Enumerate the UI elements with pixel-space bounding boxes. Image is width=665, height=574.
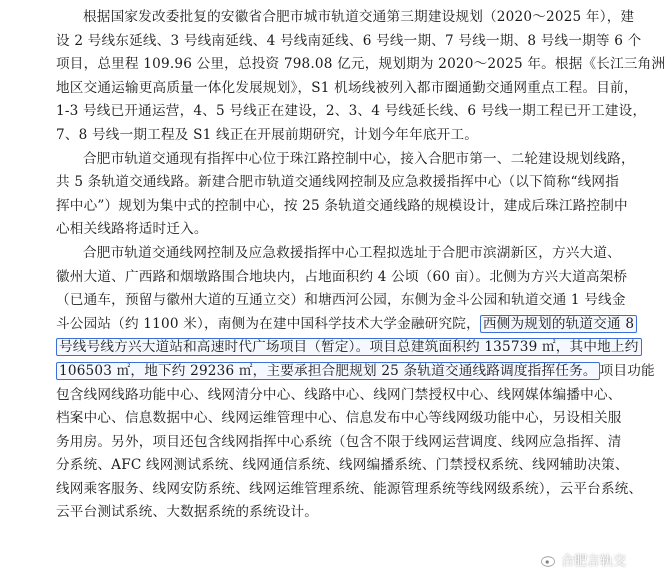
- text-line: 云平台测试系统、大数据系统的系统设计。: [56, 504, 319, 521]
- document-body: [56, 6, 665, 525]
- watermark: [541, 550, 626, 569]
- text-line: 合肥市轨道交通线网控制及应急救援指挥中心工程拟选址于合肥市滨湖新区，方兴大道、: [83, 244, 621, 261]
- text-line: （已通车，预留与徽州大道的互通立交）和塘西河公园，东侧为金斗公园和轨道交通 1 号线金: [56, 292, 626, 309]
- text-line: 1-3 号线已开通运营，4、5 号线正在建设，2、3、4 号线延长线、6 号线一期工程已开工建设，: [56, 103, 647, 120]
- weibo-icon: [541, 553, 557, 567]
- text-line: 务用房。另外，项目还包含线网指挥中心系统（包含不限于线网运营调度、线网应急指挥、清: [56, 433, 622, 450]
- text-line: 项目，总里程 109.96 公里，总投资 798.08 亿元，规划期为 2020～2025 年。根据《长江三角洲: [56, 56, 665, 73]
- highlighted-text: 西侧为规划的轨道交通 8: [480, 315, 637, 333]
- text-line: 根据国家发改委批复的安徽省合肥市城市轨道交通第三期建设规划（2020～2025 年），建: [83, 9, 635, 25]
- text-line: 线网乘客服务、线网安防系统、线网运维管理系统、能源管理系统等线网级系统），云平台系统、: [56, 480, 643, 497]
- highlighted-text: 106503 ㎡，地下约 29236 ㎡，主要承担合肥规划 25 条轨道交通线路调度指挥任务。: [56, 362, 600, 380]
- text-line: [56, 360, 655, 384]
- text-segment: 斗公园站（约 1100 米），南侧为在建中国科学技术大学金融研究院，: [56, 315, 480, 332]
- text-line: [56, 336, 639, 360]
- text-line: 7、8 号线一期工程及 S1 线正在开展前期研究，计划今年年底开工。: [56, 126, 479, 143]
- text-line: 挥中心”）规划为集中式的控制中心，按 25 条轨道交通线路的规模设计，建成后珠江路控制中: [56, 197, 628, 214]
- text-line: 共 5 条轨道交通线路。新建合肥市轨道交通线网控制及应急救援指挥中心（以下简称“线网指: [56, 174, 619, 191]
- text-line: [56, 313, 635, 337]
- text-line: 徽州大道、广西路和烟墩路围合地块内，占地面积约 4 公顷（60 亩）。北侧为方兴大道高架桥: [56, 268, 628, 285]
- text-line: 分系统、AFC 线网测试系统、线网通信系统、线网编播系统、门禁授权系统、线网辅助决策、: [56, 457, 629, 474]
- text-line: 包含线网线路功能中心、线网清分中心、线路中心、线网门禁授权中心、线网媒体编播中心、: [56, 386, 622, 403]
- text-segment: 项目功能: [599, 362, 655, 379]
- highlighted-text: 号线号线方兴大道站和高速时代广场项目（暂定）。项目总建筑面积约 135739 ㎡，其中地上约: [56, 338, 642, 356]
- text-line: 地区交通运输更高质量一体化发展规划》，S1 机场线被列入都市圈通勤交通网重点工程。目前，: [56, 79, 638, 96]
- watermark-text: 合肥言轨交: [560, 554, 626, 569]
- text-line: 合肥市轨道交通现有指挥中心位于珠江路控制中心，接入合肥市第一、二轮建设规划线路，: [83, 150, 635, 167]
- text-line: 心相关线路将适时迁入。: [56, 221, 208, 238]
- text-line: 档案中心、信息数据中心、线网运维管理中心、信息发布中心等线网级功能中心，另设相关服: [56, 410, 622, 427]
- text-line: 设 2 号线东延线、3 号线南延线、4 号线南延线、6 号线一期、7 号线一期、8 号线一期等 6 个: [56, 32, 642, 49]
